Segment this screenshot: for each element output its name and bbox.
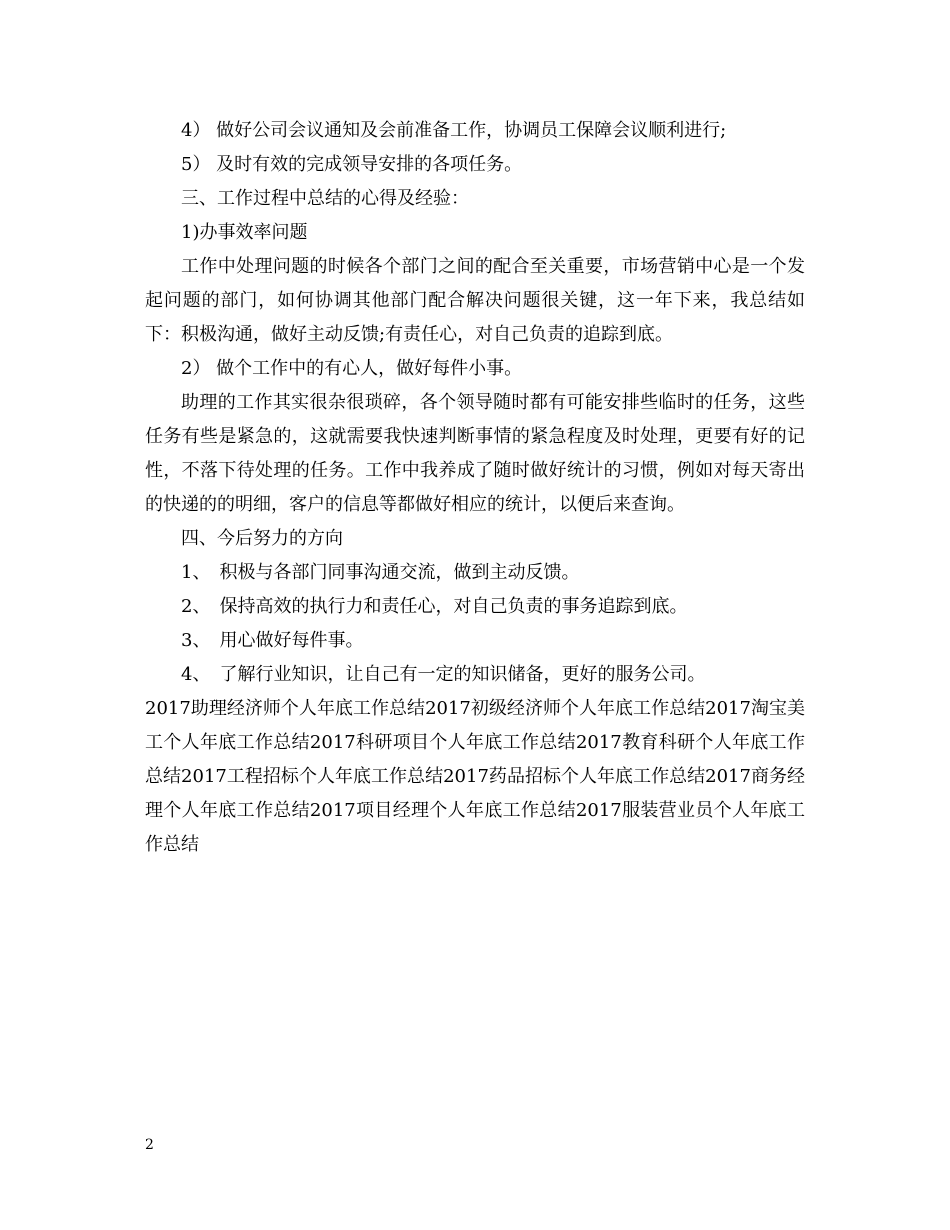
- direction-item-4: 4、 了解行业知识，让自己有一定的知识储备，更好的服务公司。: [181, 664, 706, 685]
- list-item-5: 5） 及时有效的完成领导安排的各项任务。: [181, 154, 523, 175]
- page-number: 2: [145, 1137, 154, 1153]
- paragraph-attentive: 助理的工作其实很杂很琐碎，各个领导随时都有可能安排些临时的任务，这些任务有些是紧急的，这就需要我快速判断事情的紧急程度及时处理，更要有好的记性，不落下待处理的任务。工作中我养成了随时做好统计的习惯，例如对每天寄出的快递的的明细，客户的信息等都做好相应的统计，以便后来查询。: [145, 392, 805, 515]
- list-item-4: 4） 做好公司会议通知及会前准备工作，协调员工保障会议顺利进行;: [181, 120, 727, 141]
- direction-item-3: 3、 用心做好每件事。: [181, 630, 364, 651]
- paragraph-efficiency: 工作中处理问题的时候各个部门之间的配合至关重要，市场营销中心是一个发起问题的部门，如何协调其他部门配合解决问题很关键，这一年下来，我总结如下：积极沟通，做好主动反馈;有责任心，对自己负责的追踪到底。: [145, 256, 805, 345]
- related-link[interactable]: 2017初级经济师个人年底工作总结: [425, 698, 706, 719]
- section-heading-3: 三、工作过程中总结的心得及经验：: [181, 188, 469, 209]
- related-link[interactable]: 2017淘宝美工个人年底工作总结: [145, 698, 805, 753]
- related-link[interactable]: 2017项目经理个人年底工作总结: [309, 800, 576, 821]
- related-link[interactable]: 2017药品招标个人年底工作总结: [443, 766, 706, 787]
- related-link[interactable]: 2017商务经理个人年底工作总结: [145, 766, 806, 821]
- direction-item-1: 1、 积极与各部门同事沟通交流，做到主动反馈。: [181, 562, 580, 583]
- related-link[interactable]: 2017助理经济师个人年底工作总结: [145, 698, 426, 719]
- related-links: [145, 692, 805, 862]
- related-link[interactable]: 2017科研项目个人年底工作总结: [309, 732, 576, 753]
- subheading-attentive: 2） 做个工作中的有心人，做好每件小事。: [181, 358, 523, 379]
- direction-item-2: 2、 保持高效的执行力和责任心，对自己负责的事务追踪到底。: [181, 596, 688, 617]
- document-body: [145, 114, 805, 862]
- related-link[interactable]: 2017教育科研个人年底工作总结: [145, 732, 806, 787]
- related-link[interactable]: 2017工程招标个人年底工作总结: [181, 766, 444, 787]
- subheading-efficiency: 1)办事效率问题: [181, 222, 308, 243]
- section-heading-4: 四、今后努力的方向: [181, 528, 343, 549]
- related-link[interactable]: 2017服装营业员个人年底工作总结: [145, 800, 806, 855]
